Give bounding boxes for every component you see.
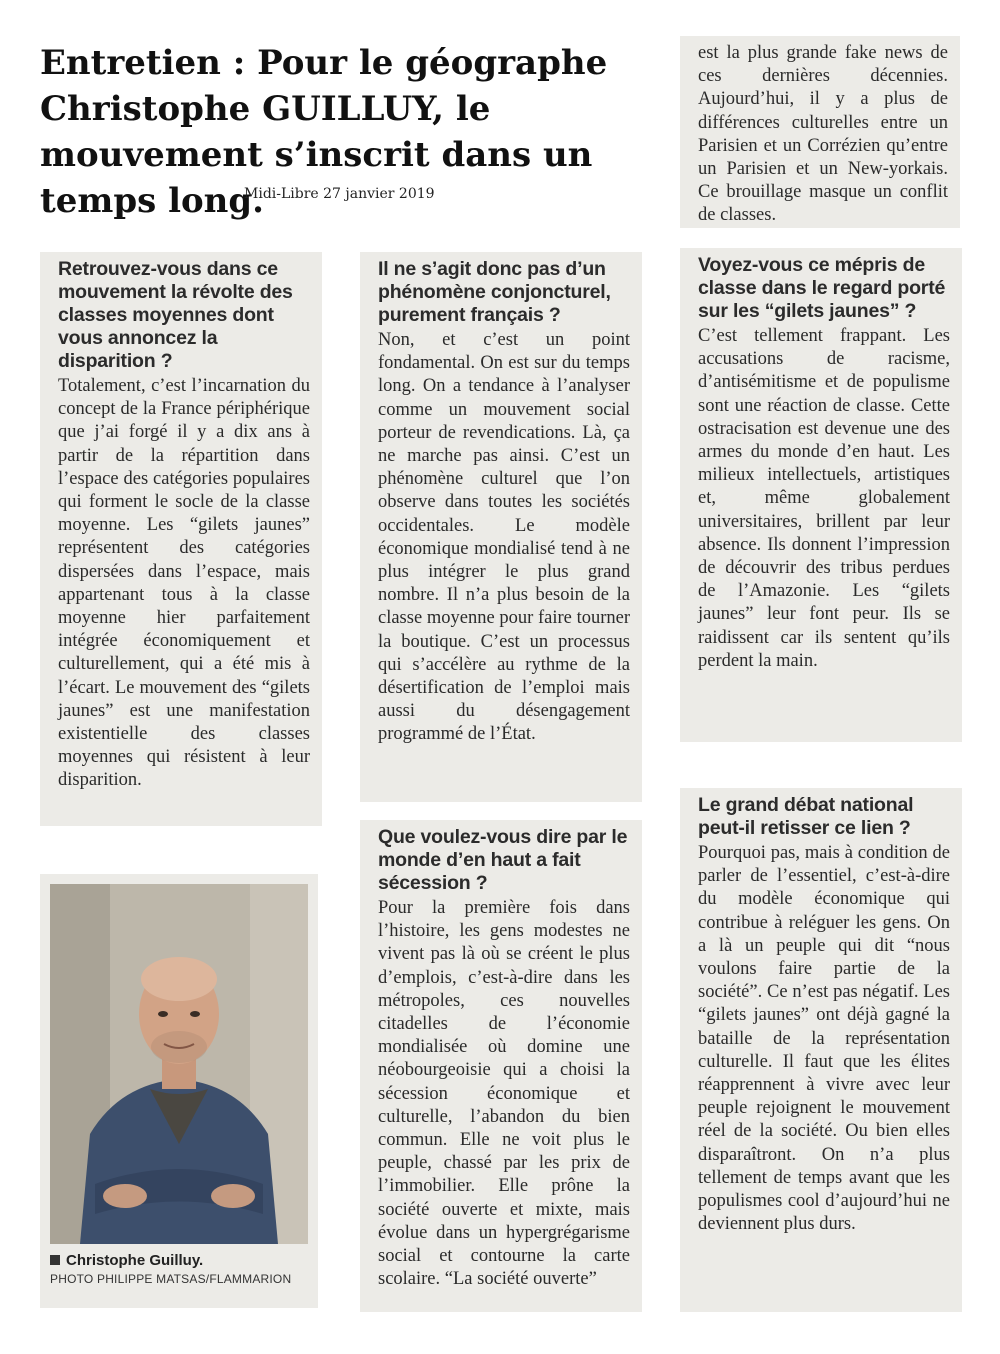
answer-2-text: Non, et c’est un point fondamental. On est sur du temps long. On a tendance à l’analyser comme un mouvement social porteur de revendications. Là, ça ne marche pas ainsi. C’est un phénomène culturel que l’on observe dans toutes les sociétés occidentales. Le modèle économique mondialisé tend à ne plus intégrer le plus grand nombre. Il n’a plus besoin de la classe moyenne pour faire tourner la boutique. C’est un processus qui s’accélère au rythme de la désertification de l’emploi mais aussi du désengagement programmé de l’État. [378,330,630,745]
title-rest: Pour le géographe Christophe GUILLUY, le mouvement s’inscrit dans un temps long. [40,43,608,221]
portrait-card [40,874,318,1308]
answer-3-text: C’est tellement frappant. Les accusations de racisme, d’antisémitisme et de populisme sont une réaction de classe. Cette ostracisation est devenue une des armes du monde d’en haut. Les milieux intellectuels, artistiques et, même globalement universitaires, brillent par leur absence. Ils donnent l’impression de découvrir des tribus perdues de l’Amazonie. Les “gilets jaunes” leur font peur. Ils se raidissent car ils sentent qu’ils perdent la main. [698,326,950,671]
portrait-illustration [50,884,308,1244]
title-bold: Entretien : [40,43,246,83]
clip-question-3 [680,248,962,742]
clip-top-right [680,36,960,228]
clip-question-1 [40,252,322,826]
question-5-heading: Le grand débat national peut-il retisser ce lien ? [698,794,914,839]
question-2-heading: Il ne s’agit donc pas d’un phénomène conjoncturel, purement français ? [378,258,611,326]
answer-4-text: Pour la première fois dans l’histoire, les gens modestes ne vivent pas là où se créent le plus d’emplois, c’est-à-dire dans les métropoles, ces nouvelles citadelles de l’économie mondialisée où domine une néobourgeoisie qui a choisi la sécession économique et culturelle, l’abandon du bien commun. Elle ne voit plus le peuple, chassé par les prix de l’immobilier. Elle prône la société ouverte et mixte, mais évolue dans un hypergrégarisme social et contourne la carte scolaire. “La société ouverte” [378,898,630,1290]
clip-question-2 [360,252,642,802]
clip-question-4 [360,820,642,1312]
caption-name-text: Christophe Guilluy. [66,1252,204,1269]
question-3-heading: Voyez-vous ce mépris de classe dans le regard porté sur les “gilets jaunes” ? [698,254,946,322]
question-1-heading: Retrouvez-vous dans ce mouvement la révolte des classes moyennes dont vous annoncez la disparition ? [58,258,293,372]
clip-question-5 [680,788,962,1312]
source-line: Midi-Libre 27 janvier 2019 [244,186,435,202]
answer-1-text: Totalement, c’est l’incarnation du concept de la France périphérique que j’ai forgé il y a dix ans à partir de la répartition dans l’espace des catégories populaires qui forment le socle de la classe moyenne. Les “gilets jaunes” représentent des catégories dispersées dans l’espace, mais appartenant tous à la classe moyenne hier parfaitement intégrée économiquement et culturellement, qui a été mis à l’écart. Le mouvement des “gilets jaunes” est une manifestation existentielle des classes moyennes qui résistent à leur disparition. [58,376,310,791]
answer-5-text: Pourquoi pas, mais à condition de parler de l’essentiel, c’est-à-dire du modèle économique qui contribue à reléguer les gens. On a là un peuple qui dit “nous voulons faire partie de la société”. Ce n’est pas négatif. Les “gilets jaunes” ont déjà gagné la bataille de la représentation culturelle. Il faut que les élites réapprennent à vivre avec leur peuple rejoignent le mouvement réel de la société. Ou bien elles disparaîtront. On n’a plus tellement de temps avant que les populismes cool d’aujourd’hui ne deviennent plus durs. [698,843,950,1235]
question-4-heading: Que voulez-vous dire par le monde d’en haut a fait sécession ? [378,826,628,894]
clip-top-right-text: est la plus grande fake news de ces dernières décennies. Aujourd’hui, il y a plus de différences culturelles entre un Parisien et un Corrézien qu’entre un Parisien et un New-yorkais. Ce brouillage masque un conflit de classes. [698,43,948,226]
photo-caption-credit: PHOTO PHILIPPE MATSAS/FLAMMARION [50,1272,292,1286]
portrait-photo [50,884,308,1244]
caption-square-icon [50,1255,60,1265]
photo-caption-name [50,1252,308,1269]
